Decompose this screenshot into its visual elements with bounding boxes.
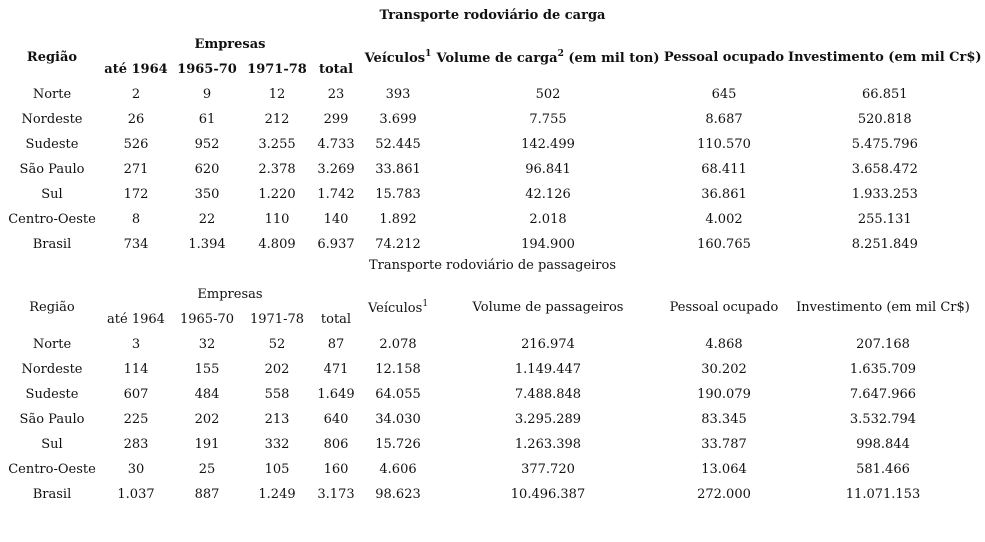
value-cell: 645: [711, 87, 737, 102]
value-cell: 8: [131, 212, 141, 227]
value-cell: 558: [264, 387, 290, 402]
header-investimento: Investimento (em mil Cr$): [796, 299, 970, 315]
header-regiao: Região: [29, 299, 75, 315]
table-row: [4, 357, 978, 382]
value-cell: 1.149.447: [514, 362, 582, 377]
value-cell: 2.078: [379, 337, 417, 352]
value-cell: 98.623: [375, 487, 421, 502]
header-veiculos: Veículos$^1$: [367, 298, 429, 316]
value-cell: 216.974: [521, 337, 575, 352]
value-cell: 640: [323, 412, 349, 427]
header-volume: Volume de passageiros: [472, 299, 624, 315]
value-cell: 13.064: [701, 462, 747, 477]
header-ate-1964: até 1964: [104, 61, 168, 77]
header-investimento: Investimento (em mil Cr$): [788, 49, 982, 65]
value-cell: 4.606: [379, 462, 417, 477]
value-cell: 110.570: [697, 137, 751, 152]
table-row: [4, 457, 978, 482]
value-cell: 213: [264, 412, 290, 427]
header-volume: Volume de carga$^2$ (em mil ton): [436, 48, 660, 66]
value-cell: 998.844: [856, 437, 910, 452]
value-cell: 7.488.848: [514, 387, 582, 402]
value-cell: 526: [123, 137, 149, 152]
value-cell: 30.202: [701, 362, 747, 377]
value-cell: 255.131: [857, 212, 912, 227]
value-cell: 1.635.709: [849, 362, 917, 377]
region-cell: Sul: [41, 187, 63, 202]
header-veiculos: Veículos$^1$: [364, 48, 432, 66]
table-row: [4, 207, 982, 232]
passenger-table-title: Transporte rodoviário de passageiros: [368, 258, 617, 273]
value-cell: 734: [123, 237, 149, 252]
value-cell: 96.841: [525, 162, 571, 177]
table-row: [4, 107, 982, 132]
region-cell: Nordeste: [21, 112, 83, 127]
value-cell: 3: [131, 337, 141, 352]
value-cell: 10.496.387: [510, 487, 586, 502]
value-cell: 3.532.794: [849, 412, 917, 427]
value-cell: 23: [327, 87, 345, 102]
value-cell: 4.002: [705, 212, 743, 227]
region-cell: Norte: [32, 337, 72, 352]
value-cell: 3.295.289: [514, 412, 582, 427]
value-cell: 272.000: [697, 487, 751, 502]
value-cell: 377.720: [521, 462, 575, 477]
cargo-table: [4, 32, 982, 257]
value-cell: 202: [194, 412, 220, 427]
value-cell: 502: [535, 87, 561, 102]
region-cell: Nordeste: [21, 362, 83, 377]
value-cell: 484: [194, 387, 220, 402]
value-cell: 25: [198, 462, 216, 477]
table-row: [4, 482, 978, 507]
value-cell: 33.787: [701, 437, 747, 452]
header-pessoal: Pessoal ocupado: [669, 299, 779, 315]
value-cell: 32: [198, 337, 216, 352]
header-1965-70: 1965-70: [177, 61, 237, 77]
value-cell: 1.220: [258, 187, 296, 202]
value-cell: 1.742: [317, 187, 355, 202]
value-cell: 3.255: [258, 137, 296, 152]
value-cell: 190.079: [697, 387, 751, 402]
value-cell: 581.466: [856, 462, 910, 477]
value-cell: 87: [327, 337, 345, 352]
value-cell: 2.378: [258, 162, 296, 177]
cargo-table-title: Transporte rodoviário de carga: [379, 8, 606, 23]
value-cell: 471: [323, 362, 349, 377]
value-cell: 806: [323, 437, 349, 452]
value-cell: 283: [123, 437, 149, 452]
value-cell: 1.249: [258, 487, 296, 502]
value-cell: 52.445: [375, 137, 421, 152]
table-row: [4, 182, 982, 207]
value-cell: 1.892: [379, 212, 417, 227]
header-1971-78: 1971-78: [249, 311, 305, 327]
header-empresas: Empresas: [197, 286, 263, 302]
region-cell: Brasil: [32, 487, 72, 502]
header-regiao: Região: [26, 49, 78, 65]
value-cell: 225: [123, 412, 149, 427]
value-cell: 607: [123, 387, 149, 402]
table-row: [4, 332, 978, 357]
value-cell: 3.658.472: [851, 162, 918, 177]
value-cell: 299: [323, 112, 349, 127]
value-cell: 42.126: [525, 187, 571, 202]
header-pessoal: Pessoal ocupado: [663, 49, 785, 65]
header-1965-70: 1965-70: [179, 311, 235, 327]
value-cell: 212: [264, 112, 290, 127]
header-empresas: Empresas: [194, 36, 266, 52]
value-cell: 2: [131, 87, 141, 102]
value-cell: 3.699: [379, 112, 417, 127]
region-cell: Norte: [32, 87, 72, 102]
region-cell: Centro-Oeste: [8, 462, 96, 477]
table-row: [4, 132, 982, 157]
value-cell: 350: [194, 187, 220, 202]
value-cell: 26: [127, 112, 145, 127]
value-cell: 6.937: [317, 237, 355, 252]
value-cell: 952: [194, 137, 220, 152]
table-row: [4, 432, 978, 457]
value-cell: 1.933.253: [851, 187, 918, 202]
value-cell: 4.809: [258, 237, 296, 252]
value-cell: 9: [202, 87, 212, 102]
value-cell: 620: [194, 162, 220, 177]
header-ate-1964: até 1964: [107, 311, 165, 327]
value-cell: 61: [198, 112, 216, 127]
region-cell: São Paulo: [19, 412, 85, 427]
value-cell: 7.647.966: [849, 387, 917, 402]
value-cell: 172: [123, 187, 149, 202]
value-cell: 1.037: [117, 487, 155, 502]
value-cell: 2.018: [529, 212, 567, 227]
value-cell: 3.173: [317, 487, 355, 502]
table-row: [4, 82, 982, 107]
value-cell: 393: [385, 87, 411, 102]
value-cell: 15.726: [375, 437, 421, 452]
value-cell: 114: [123, 362, 149, 377]
value-cell: 105: [264, 462, 290, 477]
value-cell: 207.168: [856, 337, 910, 352]
value-cell: 66.851: [862, 87, 908, 102]
footnote-marker: 1: [422, 298, 429, 309]
value-cell: 4.733: [317, 137, 355, 152]
value-cell: 22: [198, 212, 216, 227]
region-cell: São Paulo: [19, 162, 85, 177]
value-cell: 160.765: [697, 237, 751, 252]
header-total: total: [318, 61, 354, 77]
value-cell: 4.868: [705, 337, 743, 352]
value-cell: 30: [127, 462, 145, 477]
value-cell: 520.818: [857, 112, 912, 127]
value-cell: 8.251.849: [851, 237, 918, 252]
value-cell: 3.269: [317, 162, 355, 177]
value-cell: 1.263.398: [514, 437, 582, 452]
value-cell: 68.411: [701, 162, 747, 177]
value-cell: 110: [264, 212, 290, 227]
footnote-marker: 1: [425, 48, 432, 59]
value-cell: 34.030: [375, 412, 421, 427]
value-cell: 160: [323, 462, 349, 477]
table-row: [4, 232, 982, 257]
table-row: [4, 382, 978, 407]
value-cell: 142.499: [521, 137, 575, 152]
value-cell: 74.212: [375, 237, 421, 252]
passenger-table: [4, 282, 978, 507]
value-cell: 202: [264, 362, 290, 377]
value-cell: 7.755: [529, 112, 567, 127]
region-cell: Brasil: [32, 237, 72, 252]
value-cell: 64.055: [375, 387, 421, 402]
value-cell: 191: [194, 437, 220, 452]
value-cell: 1.649: [317, 387, 355, 402]
table-row: [4, 407, 978, 432]
header-1971-78: 1971-78: [247, 61, 307, 77]
value-cell: 8.687: [705, 112, 743, 127]
value-cell: 194.900: [521, 237, 575, 252]
value-cell: 140: [323, 212, 349, 227]
header-total: total: [320, 311, 352, 327]
value-cell: 83.345: [701, 412, 747, 427]
value-cell: 52: [268, 337, 286, 352]
value-cell: 11.071.153: [845, 487, 921, 502]
region-cell: Sudeste: [25, 137, 79, 152]
value-cell: 12.158: [375, 362, 421, 377]
value-cell: 33.861: [375, 162, 421, 177]
value-cell: 5.475.796: [851, 137, 918, 152]
value-cell: 332: [264, 437, 290, 452]
value-cell: 36.861: [701, 187, 747, 202]
value-cell: 271: [123, 162, 149, 177]
table-row: [4, 157, 982, 182]
value-cell: 12: [268, 87, 286, 102]
region-cell: Sudeste: [25, 387, 79, 402]
value-cell: 1.394: [188, 237, 226, 252]
footnote-marker: 2: [557, 48, 564, 59]
value-cell: 887: [194, 487, 220, 502]
region-cell: Centro-Oeste: [8, 212, 96, 227]
value-cell: 155: [194, 362, 220, 377]
region-cell: Sul: [41, 437, 63, 452]
value-cell: 15.783: [375, 187, 421, 202]
